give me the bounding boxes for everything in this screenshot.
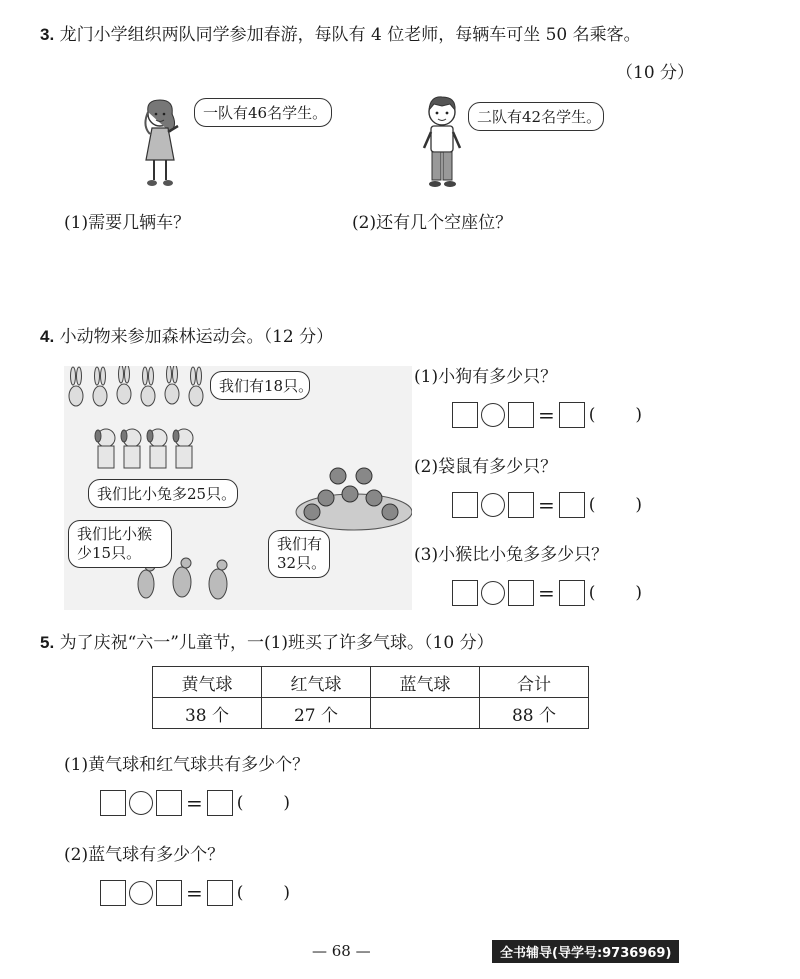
equals-sign: = (186, 791, 203, 815)
answer-box[interactable] (100, 880, 126, 906)
unit-paren-open: ( (588, 583, 596, 603)
answer-box[interactable] (156, 790, 182, 816)
answer-box[interactable] (207, 790, 233, 816)
answer-box[interactable] (559, 580, 585, 606)
cell-total: 88 个 (480, 698, 589, 729)
q4-number: 4. (40, 327, 55, 346)
footer-brand-label: 全书辅导(导学号:9736969) (492, 940, 679, 963)
header-total: 合计 (480, 667, 589, 698)
answer-box[interactable] (508, 580, 534, 606)
q5-equation2 (100, 880, 290, 906)
q5-sub1: (1)黄气球和红气球共有多少个？ (64, 755, 310, 775)
unit-paren-open: ( (588, 405, 596, 425)
unit-paren-close: ) (635, 583, 643, 603)
q3-score: （10 分） (616, 63, 695, 83)
unit-paren-close: ) (283, 793, 291, 813)
unit-paren-open: ( (588, 495, 596, 515)
cell-yellow: 38 个 (153, 698, 262, 729)
unit-paren-close: ) (635, 405, 643, 425)
q5-heading (40, 628, 494, 653)
unit-paren-open: ( (236, 883, 244, 903)
q5-text: 为了庆祝“六一”儿童节，一(1)班买了许多气球。（10 分） (59, 633, 494, 653)
speech-bubble-team2: 二队有42名学生。 (468, 102, 604, 131)
q5-sub2: (2)蓝气球有多少个？ (64, 845, 225, 865)
q4-text: 小动物来参加森林运动会。（12 分） (59, 327, 334, 347)
cell-blue[interactable] (371, 698, 480, 729)
girl-illustration (138, 96, 188, 188)
speech-bubble-team1: 一队有46名学生。 (194, 98, 332, 127)
answer-box[interactable] (156, 880, 182, 906)
operator-circle[interactable] (481, 493, 505, 517)
q4-equation1 (452, 402, 642, 428)
equals-sign: = (186, 881, 203, 905)
q4-heading (40, 322, 333, 347)
q4-equation2 (452, 492, 642, 518)
header-blue: 蓝气球 (371, 667, 480, 698)
operator-circle[interactable] (481, 403, 505, 427)
q4-sub1: (1)小狗有多少只？ (414, 367, 558, 387)
q5-number: 5. (40, 633, 55, 652)
kangaroos-line1: 我们比小猴 (77, 525, 153, 543)
answer-box[interactable] (452, 580, 478, 606)
speech-bubble-monkeys (268, 530, 330, 578)
q4-equation3 (452, 580, 642, 606)
monkeys-line2: 32只。 (277, 554, 327, 572)
answer-box[interactable] (508, 492, 534, 518)
q4-sub2: (2)袋鼠有多少只？ (414, 457, 558, 477)
equals-sign: = (538, 581, 555, 605)
table-row (153, 698, 589, 729)
unit-paren-close: ) (283, 883, 291, 903)
answer-box[interactable] (559, 492, 585, 518)
answer-box[interactable] (207, 880, 233, 906)
answer-box[interactable] (508, 402, 534, 428)
equals-sign: = (538, 493, 555, 517)
answer-box[interactable] (100, 790, 126, 816)
answer-box[interactable] (452, 402, 478, 428)
balloon-table (152, 666, 589, 729)
boy-illustration (420, 94, 464, 190)
q3-text: 龙门小学组织两队同学参加春游，每队有 4 位老师，每辆车可坐 50 名乘客。 (59, 25, 641, 45)
unit-paren-open: ( (236, 793, 244, 813)
table-header-row (153, 667, 589, 698)
operator-circle[interactable] (129, 791, 153, 815)
q3-sub1: (1)需要几辆车？ (64, 213, 191, 233)
operator-circle[interactable] (481, 581, 505, 605)
cell-red: 27 个 (262, 698, 371, 729)
header-yellow: 黄气球 (153, 667, 262, 698)
unit-paren-close: ) (635, 495, 643, 515)
speech-bubble-rabbits: 我们有18只。 (210, 371, 310, 400)
q4-sub3: (3)小猴比小兔多多少只？ (414, 545, 609, 565)
q3-number: 3. (40, 25, 55, 44)
header-red: 红气球 (262, 667, 371, 698)
q5-equation1 (100, 790, 290, 816)
kangaroos-line2: 少15只。 (77, 544, 142, 562)
speech-bubble-dogs: 我们比小兔多25只。 (88, 479, 238, 508)
answer-box[interactable] (452, 492, 478, 518)
q3-heading (40, 20, 641, 45)
monkeys-line1: 我们有 (277, 535, 323, 553)
operator-circle[interactable] (129, 881, 153, 905)
q3-sub2: (2)还有几个空座位？ (352, 213, 513, 233)
equals-sign: = (538, 403, 555, 427)
page-number: — 68 — (312, 942, 371, 960)
speech-bubble-kangaroos (68, 520, 172, 568)
answer-box[interactable] (559, 402, 585, 428)
